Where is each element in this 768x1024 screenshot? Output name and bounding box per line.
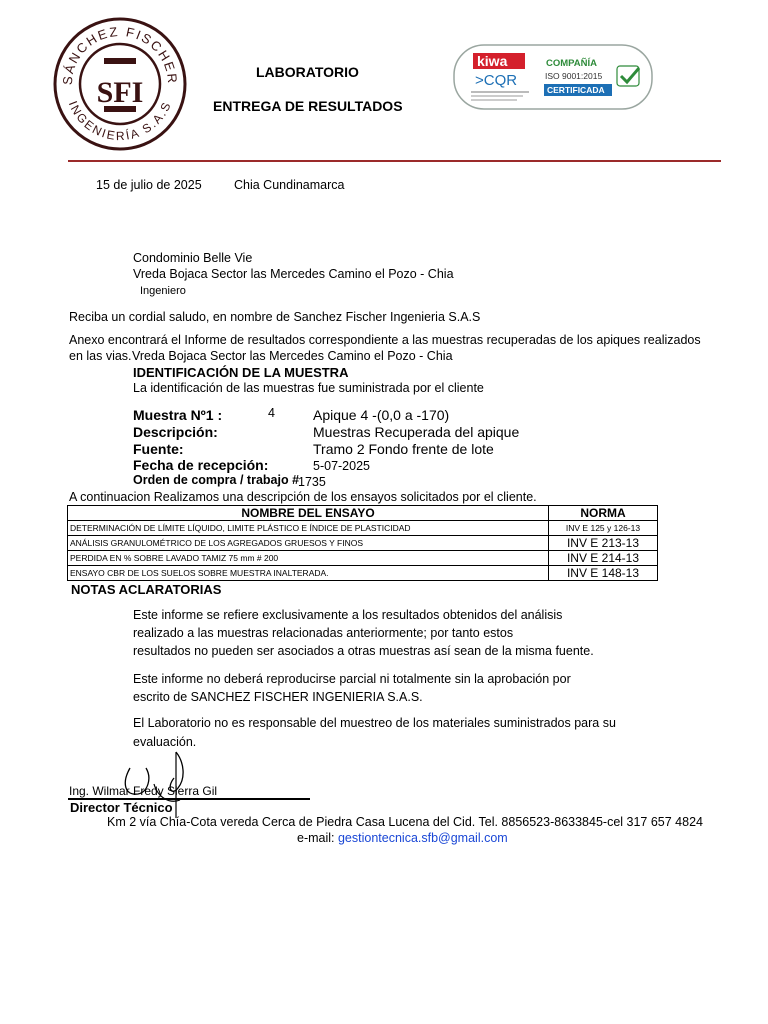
recipient-name: Condominio Belle Vie <box>133 251 253 265</box>
greeting: Reciba un cordial saludo, en nombre de Sanchez Fischer Ingenieria S.A.S <box>69 310 481 324</box>
nota-p1-line1: Este informe se refiere exclusivamente a los resultados obtenidos del análisis <box>133 608 563 622</box>
nota-p2-line1: Este informe no deberá reproducirse parcial ni totalmente sin la aprobación por <box>133 672 571 686</box>
identification-subtitle: La identificación de las muestras fue suministrada por el cliente <box>133 381 484 395</box>
header-nombre: NOMBRE DEL ENSAYO <box>68 506 549 521</box>
signer-name: Ing. Wilmar Fredy Sierra Gil <box>69 784 218 798</box>
recipient-role: Ingeniero <box>140 285 186 297</box>
ensayo-name: DETERMINACIÓN DE LÍMITE LÍQUIDO, LIMITE PLÁSTICO E ÍNDICE DE PLASTICIDAD <box>68 521 549 536</box>
fecha-label: Fecha de recepción: <box>133 457 269 473</box>
logo-ring-bottom-text: INGENIERÍA S.A.S <box>65 98 175 144</box>
company-logo <box>52 16 188 152</box>
header-line2: ENTREGA DE RESULTADOS <box>213 98 403 114</box>
annex-line2b: Vreda Bojaca Sector las Mercedes Camino el Pozo - Chia <box>132 349 453 363</box>
table-row <box>68 521 658 536</box>
ensayo-norma: INV E 214-13 <box>549 551 658 566</box>
muestra-num: 4 <box>268 406 275 420</box>
ensayos-table <box>67 505 658 581</box>
identification-title: IDENTIFICACIÓN DE LA MUESTRA <box>133 365 349 380</box>
ensayo-norma: INV E 213-13 <box>549 536 658 551</box>
table-header-row <box>68 506 658 521</box>
ensayo-name: ENSAYO CBR DE LOS SUELOS SOBRE MUESTRA INALTERADA. <box>68 566 549 581</box>
table-row <box>68 566 658 581</box>
header-norma: NORMA <box>549 506 658 521</box>
orden-value: 1735 <box>298 475 326 489</box>
compania-text: COMPAÑÍA <box>546 58 598 69</box>
descripcion-value: Muestras Recuperada del apique <box>313 424 520 440</box>
muestra-label: Muestra Nº1 : <box>133 407 223 423</box>
kiwa-text: kiwa <box>477 53 508 69</box>
recipient-address: Vreda Bojaca Sector las Mercedes Camino el Pozo - Chia <box>133 267 454 281</box>
iso-text: ISO 9001:2015 <box>545 71 603 81</box>
orden-label: Orden de compra / trabajo # <box>133 473 300 487</box>
annex-line2: en las vias. <box>69 349 132 363</box>
certificada-text: CERTIFICADA <box>547 85 605 95</box>
footer-address: Km 2 vía Chía-Cota vereda Cerca de Piedra Casa Lucena del Cid. Tel. 8856523-8633845-cel 317 657 4824 <box>107 815 703 829</box>
table-row <box>68 536 658 551</box>
header-line1: LABORATORIO <box>256 64 359 80</box>
certification-badge <box>453 44 653 110</box>
notas-title: NOTAS ACLARATORIAS <box>71 582 222 597</box>
ensayo-name: PERDIDA EN % SOBRE LAVADO TAMIZ 75 mm # 200 <box>68 551 549 566</box>
email-link[interactable]: gestiontecnica.sfb@gmail.com <box>337 831 508 845</box>
annex-line1: Anexo encontrará el Informe de resultados correspondiente a las muestras recuperadas de los apiques realizados <box>69 333 701 347</box>
ensayo-norma: INV E 148-13 <box>549 566 658 581</box>
footer-email-line <box>297 831 508 845</box>
nota-p2-line2: escrito de SANCHEZ FISCHER INGENIERIA S.A.S. <box>133 690 423 704</box>
ensayo-name: ANÁLISIS GRANULOMÉTRICO DE LOS AGREGADOS GRUESOS Y FINOS <box>68 536 549 551</box>
ensayos-intro: A continuacion Realizamos una descripción de los ensayos solicitados por el cliente. <box>69 490 537 504</box>
table-row <box>68 551 658 566</box>
logo-monogram: SFI <box>96 76 144 109</box>
nota-p3-line2: evaluación. <box>133 735 197 749</box>
date-text: 15 de julio de 2025 <box>96 178 202 192</box>
city-text: Chia Cundinamarca <box>234 178 345 192</box>
descripcion-label: Descripción: <box>133 424 218 440</box>
fuente-label: Fuente: <box>133 441 184 457</box>
fuente-value: Tramo 2 Fondo frente de lote <box>313 441 494 457</box>
cqr-text: >CQR <box>475 72 518 89</box>
nota-p3-line1: El Laboratorio no es responsable del muestreo de los materiales suministrados para su <box>133 716 616 730</box>
muestra-value: Apique 4 -(0,0 a -170) <box>313 407 450 423</box>
ensayo-norma: INV E 125 y 126-13 <box>549 521 658 536</box>
nota-p1-line3: resultados no pueden ser asociados a otras muestras así sean de la misma fuente. <box>133 644 594 658</box>
email-label: e-mail: <box>297 831 338 845</box>
fecha-value: 5-07-2025 <box>313 459 370 473</box>
signer-title: Director Técnico <box>70 800 173 815</box>
logo-ring-top-text: SÁNCHEZ FISCHER <box>59 23 181 86</box>
header-divider <box>68 160 721 162</box>
nota-p1-line2: realizado a las muestras relacionadas anteriormente; por tanto estos <box>133 626 514 640</box>
